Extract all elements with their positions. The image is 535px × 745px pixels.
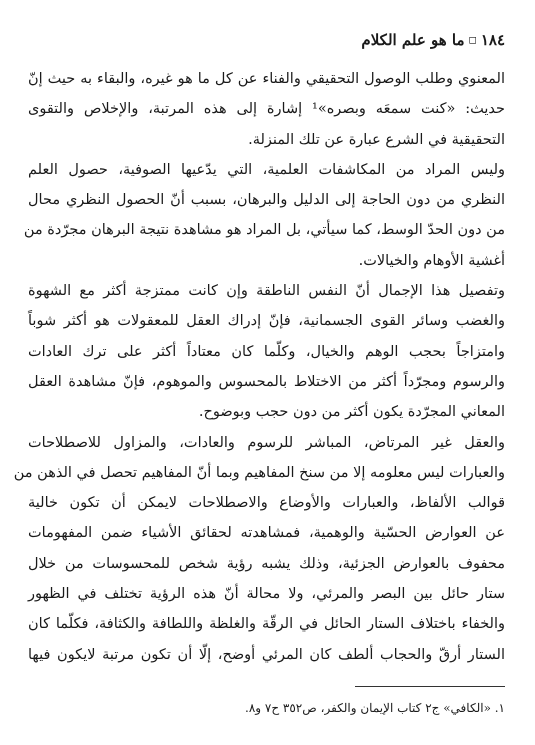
footnote-divider xyxy=(355,686,505,687)
paragraph xyxy=(23,155,505,276)
text-line: والخفاء باختلاف الستار الحائل في الرقّة والغلظة واللطافة والكثافة، فكلّما كان xyxy=(28,616,505,633)
paragraph xyxy=(28,64,505,155)
text-line: قوالب الألفاظ، والعبارات والأوضاع والاصطلاحات لايمكن أن تكون خالية xyxy=(28,495,505,512)
page-number: ١٨٤ xyxy=(480,31,505,49)
text-line: التحقيقية في الشرع عبارة عن تلك المنزلة. xyxy=(248,131,505,148)
text-line: وتفصيل هذا الإجمال أنّ النفس الناطقة وإن كانت ممتزجة أكثر مع الشهوة xyxy=(28,283,505,300)
footnote: ١. «الكافي» ج٢ كتاب الإيمان والكفر، ص٣٥٢ ح٧ و٨. xyxy=(245,701,505,715)
paragraph xyxy=(28,276,505,427)
text-line: المعنوي وطلب الوصول التحقيقي والفناء عن كل ما هو غيره، والبقاء به حيث إنّ xyxy=(28,71,505,87)
text-line: الستار أرقّ والحجاب ألطف كان المرئي أوضح، إلّا أن تكون مرتبة لايكون فيها xyxy=(28,646,505,663)
text-line: وليس المراد من المكاشفات العلمية، التي يدّعيها الصوفية، حصول العلم xyxy=(28,161,505,178)
text-line: أغشية الأوهام والخيالات. xyxy=(358,252,505,269)
text-line: المعاني المجرّدة يكون أكثر من دون حجب وبوضوح. xyxy=(198,404,505,421)
paragraph xyxy=(13,428,505,670)
text-line: والعبارات ليس معلومه إلا من سنخ المفاهيم وبما أنّ المفاهيم تحصل في الذهن من xyxy=(13,464,505,481)
header-separator: ◻ xyxy=(468,34,477,46)
text-line: ستار حائل بين البصر والمرئي، ولا محالة أنّ هذه الرؤية تختلف في الظهور xyxy=(28,586,505,603)
text-line: من دون الحدّ الوسط، كما سيأتي، بل المراد هو مشاهدة نتيجة البرهان مجرّدة من xyxy=(23,222,505,239)
running-header xyxy=(30,28,505,52)
text-line: محفوف بالعوارض الجزئية، وذلك يشبه رؤية شخص للمحسوسات من خلال xyxy=(28,555,505,572)
chapter-title: ما هو علم الكلام xyxy=(361,31,465,49)
text-line: النظري من دون الحاجة إلى الدليل والبرهان، بسبب أنّ الحصول النظري محال xyxy=(28,192,505,209)
text-line: والغضب وسائر القوى الجسمانية، فإنّ إدراك العقل للمعقولات هو أكثر شوباً xyxy=(28,313,505,330)
text-line: والرسوم ومجرّداً أكثر من الاختلاط بالمحسوس والموهوم، فإنّ مشاهدة العقل xyxy=(28,373,505,390)
text-line: والعقل غير المرتاض، المباشر للرسوم والعادات، والمزاول للاصطلاحات xyxy=(28,434,505,451)
text-line: حديث: «كنت سمعَه وبصره»¹ إشارة إلى هذه المرتبة، والإخلاص والتقوى xyxy=(28,101,505,118)
body-text xyxy=(13,64,505,670)
text-line: وامتزاجاً بحجب الوهم والخيال، وكلّما كان معتاداً أكثر على ترك العادات xyxy=(28,343,505,360)
text-line: عن العوارض الحسّية والوهمية، فمشاهدته لحقائق الأشياء ضمن المفهومات xyxy=(28,525,505,542)
